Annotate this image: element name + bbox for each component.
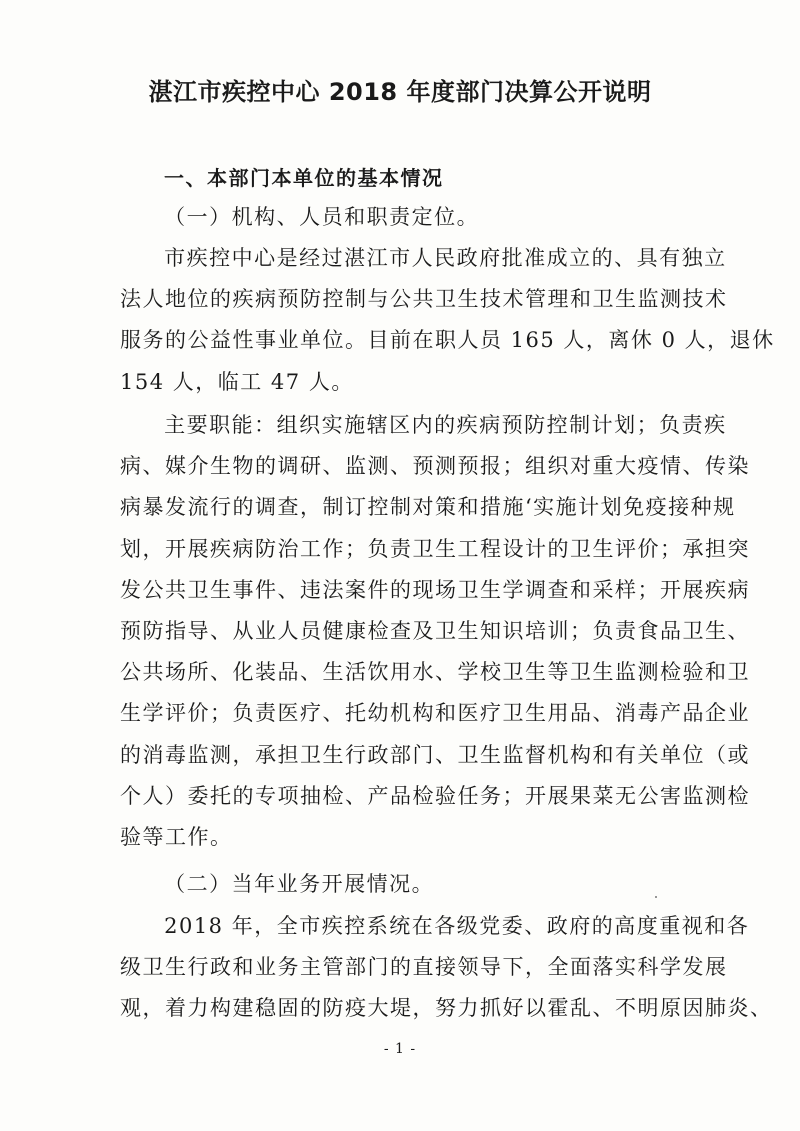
paragraph-line: 观，着力构建稳固的防疫大堤，努力抓好以霍乱、不明原因肺炎、 [120, 996, 773, 1021]
paragraph-line: 病、媒介生物的调研、监测、预测预报；组织对重大疫情、传染 [120, 454, 750, 479]
paragraph-line: 154 人，临工 47 人。 [120, 369, 354, 394]
paragraph-line: 级卫生行政和业务主管部门的直接领导下，全面落实科学发展 [120, 955, 728, 980]
document-title: 湛江市疾控中心 2018 年度部门决算公开说明 [148, 78, 652, 106]
paragraph-duties [120, 405, 750, 858]
paragraph-line: 市疾控中心是经过湛江市人民政府批准成立的、具有独立 [164, 246, 727, 270]
paragraph-line: 发公共卫生事件、违法案件的现场卫生学调查和采样；开展疾病 [120, 577, 750, 602]
paragraph-line: 的消毒监测，承担卫生行政部门、卫生监督机构和有关单位（或 [120, 742, 750, 767]
paragraph-line: 验等工作。 [120, 825, 233, 850]
subsection-heading-1: （一）机构、人员和职责定位。 [164, 205, 480, 229]
paragraph-line: 预防指导、从业人员健康检查及卫生知识培训；负责食品卫生、 [120, 619, 750, 644]
paragraph-line: 生学评价；负责医疗、托幼机构和医疗卫生用品、消毒产品企业 [120, 701, 750, 726]
paragraph-line: 法人地位的疾病预防控制与公共卫生技术管理和卫生监测技术 [120, 287, 728, 312]
paragraph-line: 服务的公益性事业单位。目前在职人员 165 人，离休 0 人，退休 [120, 328, 775, 353]
paragraph-line: 划，开展疾病防治工作；负责卫生工程设计的卫生评价；承担突 [120, 536, 750, 561]
paragraph-institution [120, 238, 775, 403]
paragraph-business [120, 906, 773, 1030]
paragraph-line: 主要职能：组织实施辖区内的疾病预防控制计划；负责疾 [164, 413, 727, 437]
paragraph-line: 公共场所、化装品、生活饮用水、学校卫生等卫生监测检验和卫 [120, 660, 750, 685]
subsection-heading-2: （二）当年业务开展情况。 [164, 872, 435, 896]
paragraph-line: 2018 年，全市疾控系统在各级党委、政府的高度重视和各 [164, 914, 750, 938]
scan-speck [655, 896, 657, 898]
page-number: - 1 - [383, 1041, 417, 1057]
section-heading [120, 158, 683, 199]
section-heading-text: 一、本部门本单位的基本情况 [164, 166, 444, 190]
paragraph-line: 病暴发流行的调查，制订控制对策和措施‘实施计划免疫接种规 [120, 495, 736, 520]
paragraph-line: 个人）委托的专项抽检、产品检验任务；开展果菜无公害监测检 [120, 783, 750, 808]
